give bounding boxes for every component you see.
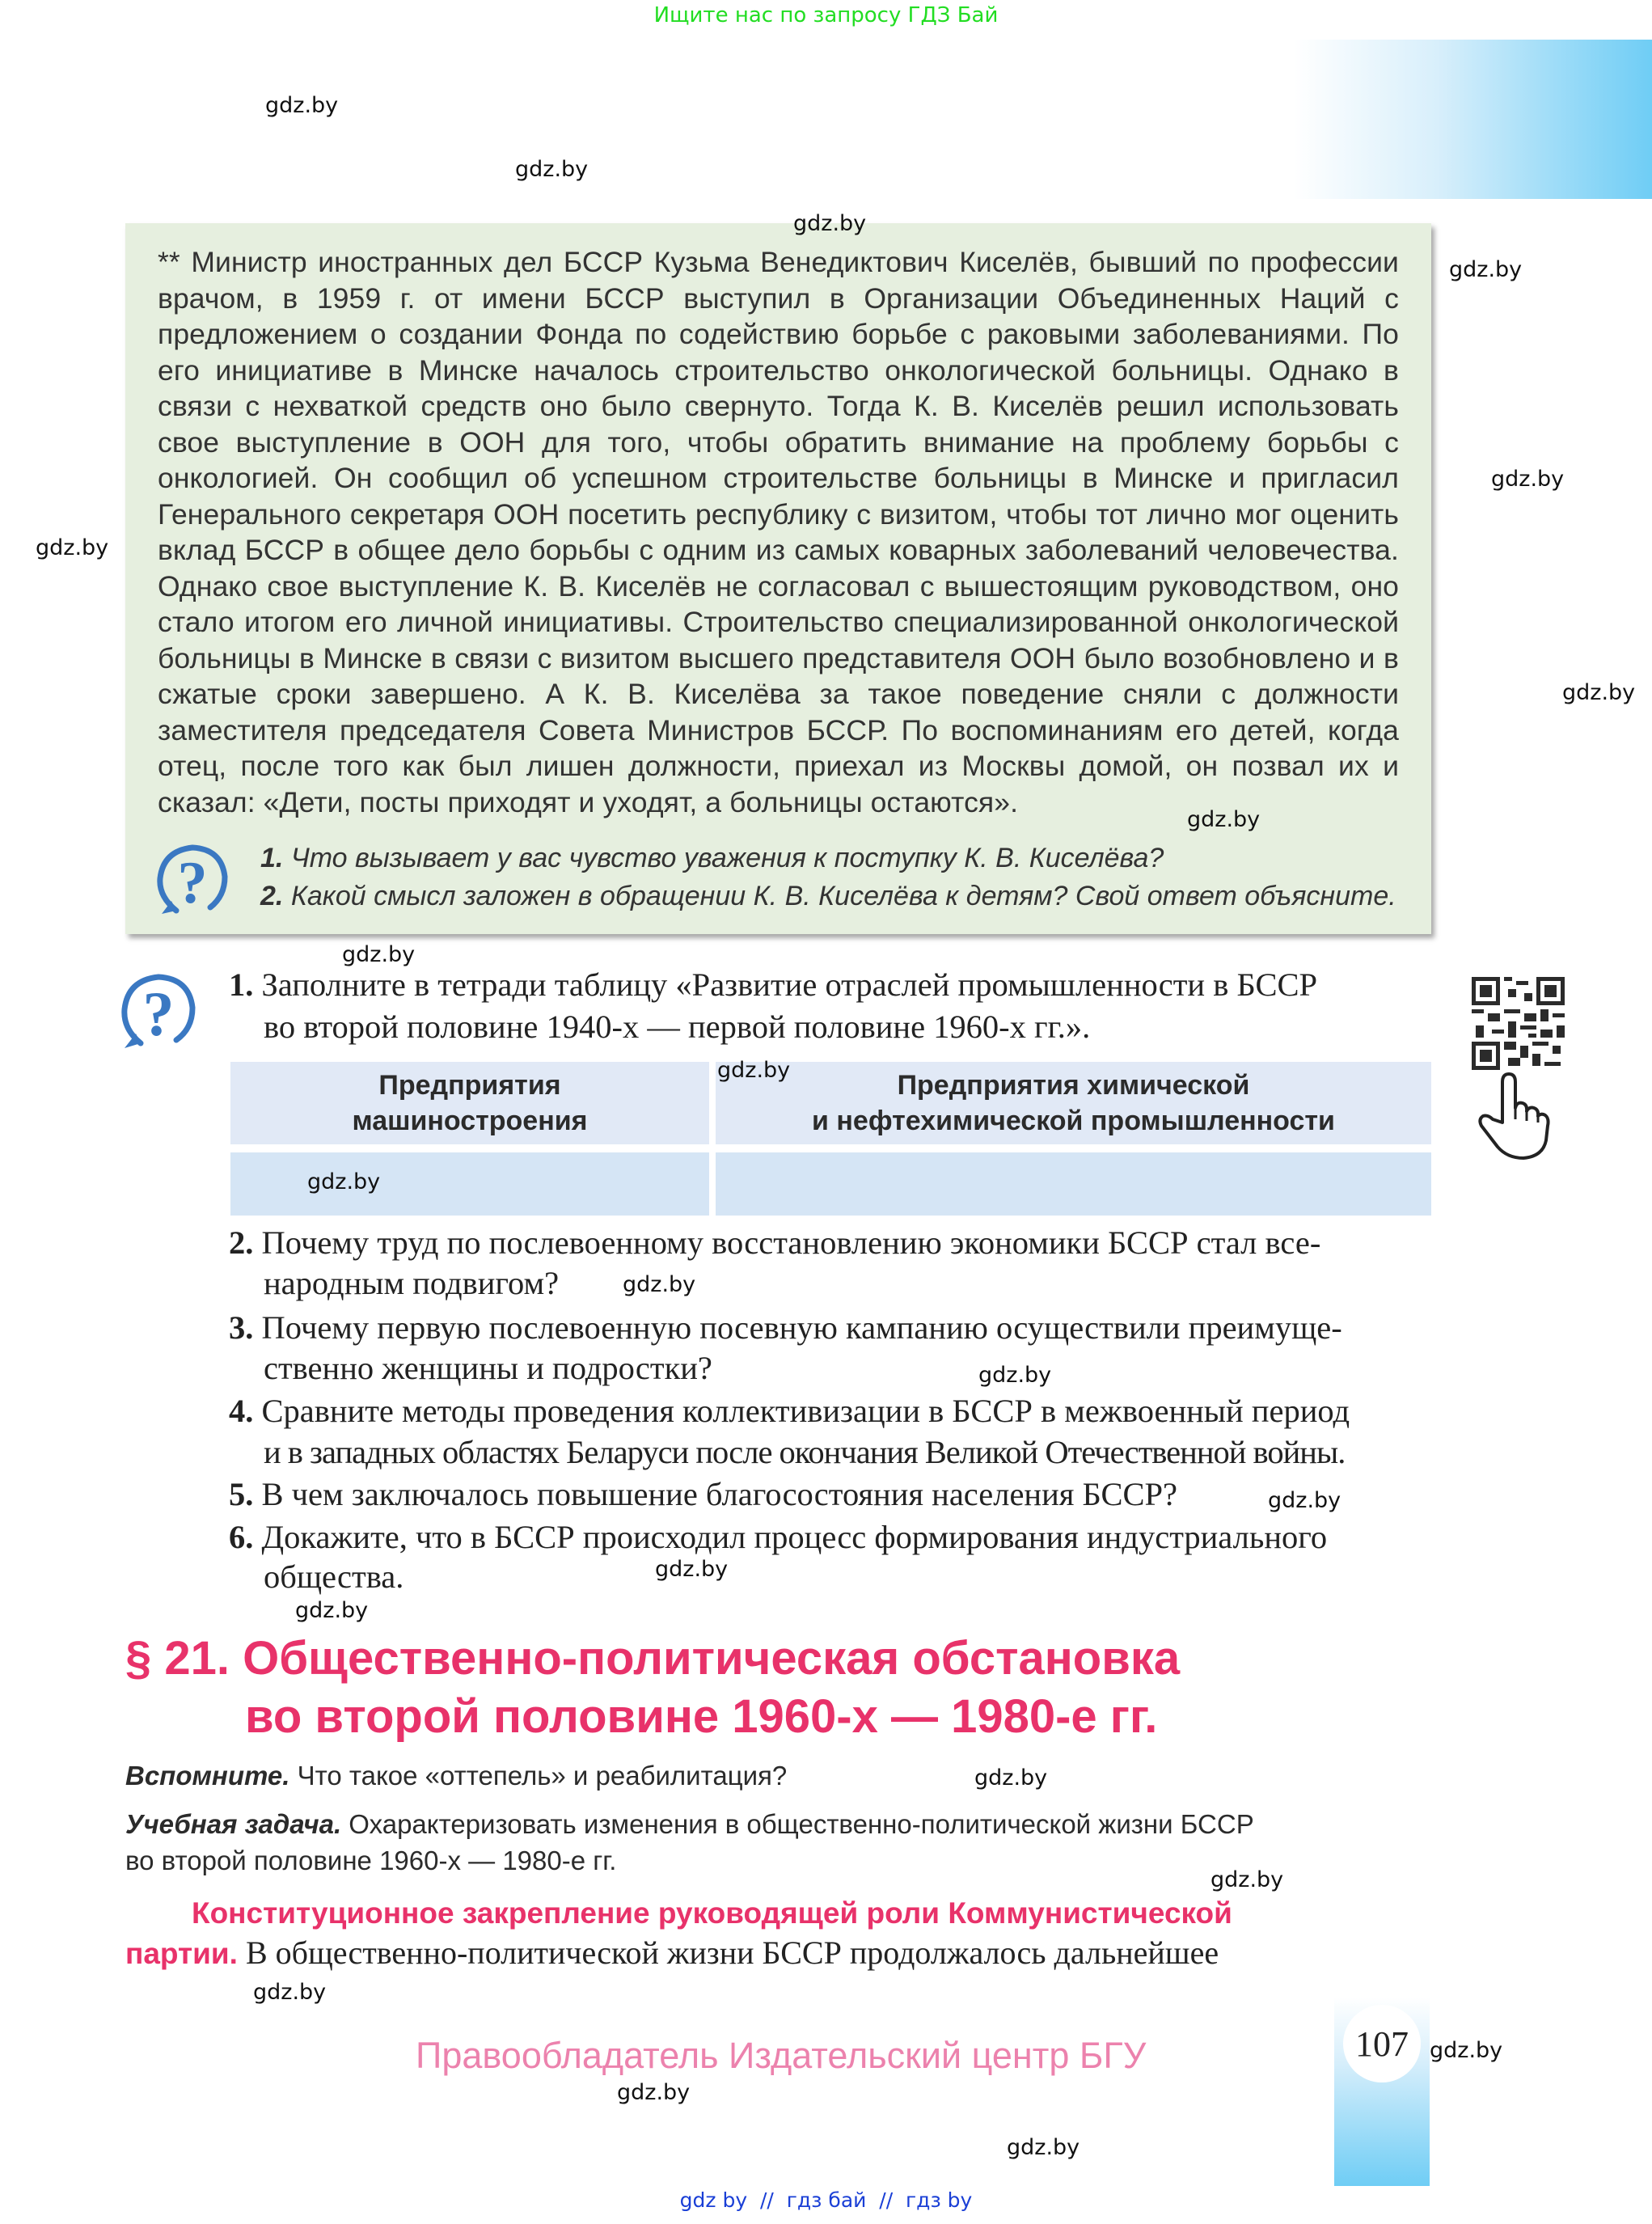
note-question-2: 2. Какой смысл заложен в обращении К. В. Киселёва к детям? Свой ответ объясните.: [260, 881, 1396, 911]
watermark: gdz.by: [307, 1169, 381, 1194]
task-2-line-2: народным подвигом?: [264, 1265, 560, 1301]
task-4-line-2: и в западных областях Беларуси после окончания Великой Отечественной войны.: [264, 1434, 1346, 1470]
watermark: gdz.by: [1562, 680, 1636, 705]
question-icon: [118, 969, 199, 1053]
task-2-line-1: 2. Почему труд по послевоенному восстановлению экономики БССР стал все-: [229, 1224, 1321, 1261]
task-1-line-1: 1. Заполните в тетради таблицу «Развитие отраслей промышленности в БССР: [229, 966, 1318, 1003]
task-3-line-2: ственно женщины и подростки?: [264, 1350, 712, 1386]
watermark: gdz.by: [265, 93, 339, 118]
watermark: gdz.by: [617, 2080, 691, 2105]
watermark: gdz.by: [515, 157, 589, 182]
recall-prompt: Вспомните. Что такое «оттепель» и реабилитация?: [125, 1761, 788, 1791]
watermark: gdz.by: [253, 1980, 327, 2005]
note-question-1: 1. Что вызывает у вас чувство уважения к поступку К. В. Киселёва?: [260, 843, 1164, 873]
watermark: gdz.by: [1430, 2038, 1503, 2063]
svg-text:?: ?: [142, 979, 175, 1049]
qr-code[interactable]: [1472, 977, 1565, 1070]
table-header-machine-building: Предприятия машиностроения: [230, 1062, 709, 1144]
watermark: gdz.by: [717, 1058, 791, 1083]
watermark: gdz.by: [655, 1557, 729, 1582]
task-6-line-2: общества.: [264, 1558, 404, 1595]
watermark: gdz.by: [974, 1765, 1048, 1791]
watermark: gdz.by: [623, 1272, 696, 1297]
table-cell: [230, 1152, 709, 1216]
note-questions: [260, 839, 1409, 915]
watermark: gdz.by: [1210, 1867, 1284, 1892]
paragraph-line: партии. В общественно-политической жизни БССР продолжалось дальнейшее: [125, 1934, 1219, 1971]
corner-gradient-decoration: [1294, 40, 1652, 199]
page-number: 107: [1343, 2005, 1421, 2082]
learning-task-line-2: во второй половине 1960-х — 1980-е гг.: [125, 1846, 617, 1875]
learning-task: Учебная задача. Охарактеризовать изменения в общественно-политической жизни БССР: [125, 1809, 1254, 1839]
section-title-line-2: во второй половине 1960-х — 1980-е гг.: [245, 1690, 1158, 1743]
table-header-chemical: Предприятия химической и нефтехимической промышленности: [716, 1062, 1431, 1144]
watermark: gdz.by: [793, 211, 867, 236]
watermark: gdz.by: [342, 942, 416, 967]
watermark: gdz.by: [295, 1598, 369, 1623]
task-3-line-1: 3. Почему первую послевоенную посевную кампанию осуществили преимуще-: [229, 1309, 1342, 1346]
note-text: ** Министр иностранных дел БССР Кузьма Венедиктович Киселёв, бывший по профессии врачом, в 1959 г. от имени БССР выступил в Организации Объединенных Наций с предложением о создании Фонда по содействию борьбе с раковыми заболеваниями. По его инициативе в Минске началось строительство онкологической больницы. Однако в связи с нехваткой средств оно было свернуто. Тогда К. В. Киселёв решил использовать свое выступление в ООН для того, чтобы обратить внимание на проблему борьбы с онкологией. Он сообщил об успешном строительстве больницы в Минске и пригласил Генерального секретаря ООН посетить республику с визитом, чтобы тот лично мог оценить вклад БССР в общее дело борьбы с одним из самых коварных заболеваний человечества. Однако свое выступление К. В. Киселёв не согласовал с вышестоящим руководством, оно стало итогом его личной инициативы. Строительство специализированной онкологической больницы в Минске в связи с визитом высшего представителя ООН было возобновлено и в сжатые сроки завершено. А К. В. Киселёва за такое поведение сняли с должности заместителя председателя Совета Министров БССР. По воспоминаниям его детей, когда отец, после того как был лишен должности, приехал из Москвы домой, он позвал их и сказал: «Дети, посты приходят и уходят, а больницы остаются».: [158, 246, 1399, 818]
task-4-line-1: 4. Сравните методы проведения коллективизации в БССР в межвоенный период: [229, 1393, 1350, 1429]
subheading-line-1: Конституционное закрепление руководящей роли Коммунистической: [192, 1896, 1232, 1930]
watermark: gdz.by: [978, 1363, 1052, 1388]
pointing-hand-icon: [1477, 1072, 1554, 1160]
task-6-line-1: 6. Докажите, что в БССР происходил процесс формирования индустриального: [229, 1519, 1328, 1555]
question-icon: [152, 839, 233, 920]
section-title-line-1: § 21. Общественно-политическая обстановка: [125, 1632, 1181, 1685]
svg-text:?: ?: [177, 850, 208, 916]
watermark: gdz.by: [1491, 467, 1565, 492]
watermark: gdz.by: [36, 535, 109, 560]
watermark: gdz.by: [1187, 807, 1261, 832]
watermark: gdz.by: [1007, 2135, 1080, 2160]
task-1-line-2: во второй половине 1940-х — первой половине 1960-х гг.».: [264, 1008, 1091, 1045]
bottom-links[interactable]: gdz by // гдз бай // гдз by: [679, 2188, 973, 2212]
task-5-line-1: 5. В чем заключалось повышение благосостояния населения БССР?: [229, 1476, 1178, 1512]
top-banner: Ищите нас по запросу ГДЗ Бай: [653, 3, 999, 27]
table-cell: [716, 1152, 1431, 1216]
watermark: gdz.by: [1268, 1488, 1341, 1513]
copyright-notice: Правообладатель Издательский центр БГУ: [416, 2035, 1147, 2076]
watermark: gdz.by: [1449, 257, 1523, 282]
